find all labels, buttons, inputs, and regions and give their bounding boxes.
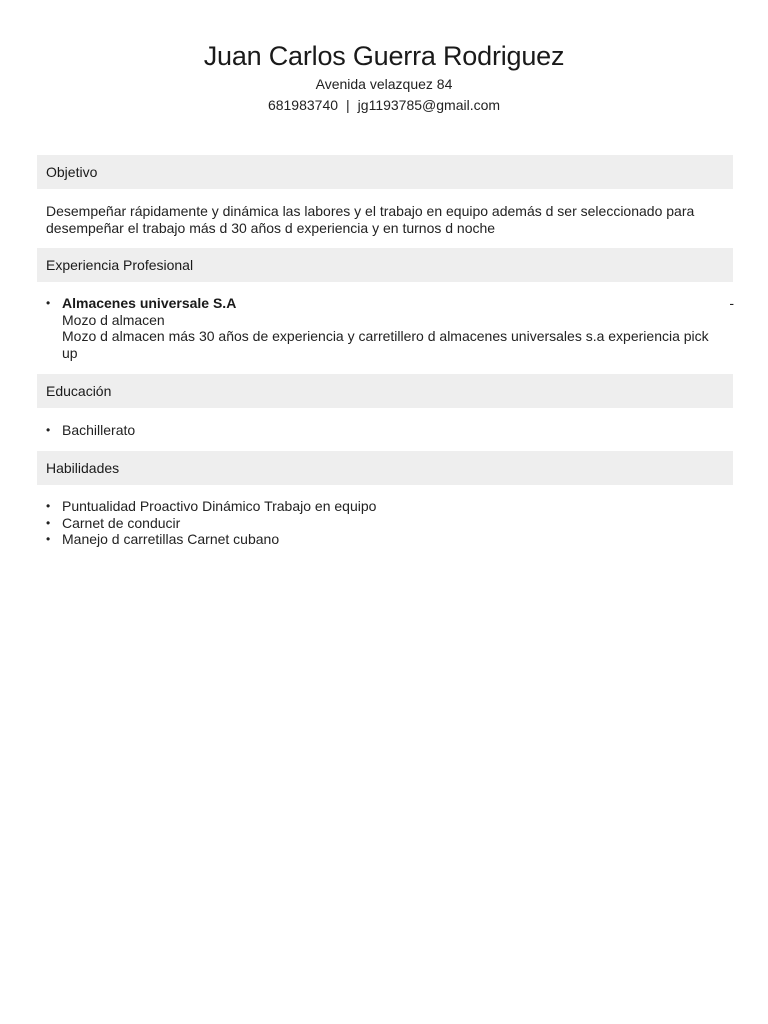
job-description: Mozo d almacen más 30 años de experiencia y carretillero d almacenes universales s.a experiencia pick up <box>62 328 709 361</box>
candidate-address: Avenida velazquez 84 <box>315 76 453 92</box>
skill-item: Carnet de conducir <box>62 514 181 531</box>
experiencia-body <box>37 282 733 361</box>
contact-separator: | <box>346 97 350 113</box>
list-item <box>46 498 725 515</box>
objetivo-text: Desempeñar rápidamente y dinámica las labores y el trabajo en equipo además d ser seleccionado para desempeñar el trabajo más d 30 años d experiencia y en turnos d noche <box>46 203 695 236</box>
skill-item: Puntualidad Proactivo Dinámico Trabajo en equipo <box>62 498 377 514</box>
job-dates: - <box>729 295 734 311</box>
candidate-name: Juan Carlos Guerra Rodriguez <box>203 41 565 71</box>
section-experiencia <box>37 248 733 361</box>
job-header-row <box>62 295 734 312</box>
list-item <box>46 422 725 439</box>
education-list <box>46 422 725 439</box>
section-habilidades <box>37 451 733 548</box>
job-item <box>46 295 734 361</box>
job-company: Almacenes universale S.A <box>62 295 237 311</box>
section-title-objetivo: Objetivo <box>37 155 733 189</box>
candidate-phone: 681983740 <box>267 97 339 113</box>
habilidades-body <box>37 485 733 548</box>
section-title-habilidades: Habilidades <box>37 451 733 485</box>
bullet-glyph: • <box>46 296 51 310</box>
bullet-glyph: • <box>46 515 51 530</box>
skills-list <box>46 498 725 548</box>
section-title-educacion: Educación <box>37 374 733 408</box>
list-item <box>46 531 725 548</box>
section-objetivo <box>37 155 733 236</box>
bullet-glyph: • <box>46 499 51 513</box>
resume-header <box>0 38 768 116</box>
section-title-experiencia: Experiencia Profesional <box>37 248 733 282</box>
contact-line <box>0 95 768 116</box>
educacion-body <box>37 408 733 439</box>
section-educacion <box>37 374 733 439</box>
bullet-glyph: • <box>46 423 51 437</box>
list-item <box>46 515 725 532</box>
bullet-glyph: • <box>46 532 51 546</box>
candidate-email: jg1193785@gmail.com <box>357 97 501 113</box>
skill-item: Manejo d carretillas Carnet cubano <box>62 531 280 547</box>
job-list <box>46 295 734 361</box>
education-item: Bachillerato <box>62 422 136 438</box>
job-role: Mozo d almacen <box>62 311 165 328</box>
